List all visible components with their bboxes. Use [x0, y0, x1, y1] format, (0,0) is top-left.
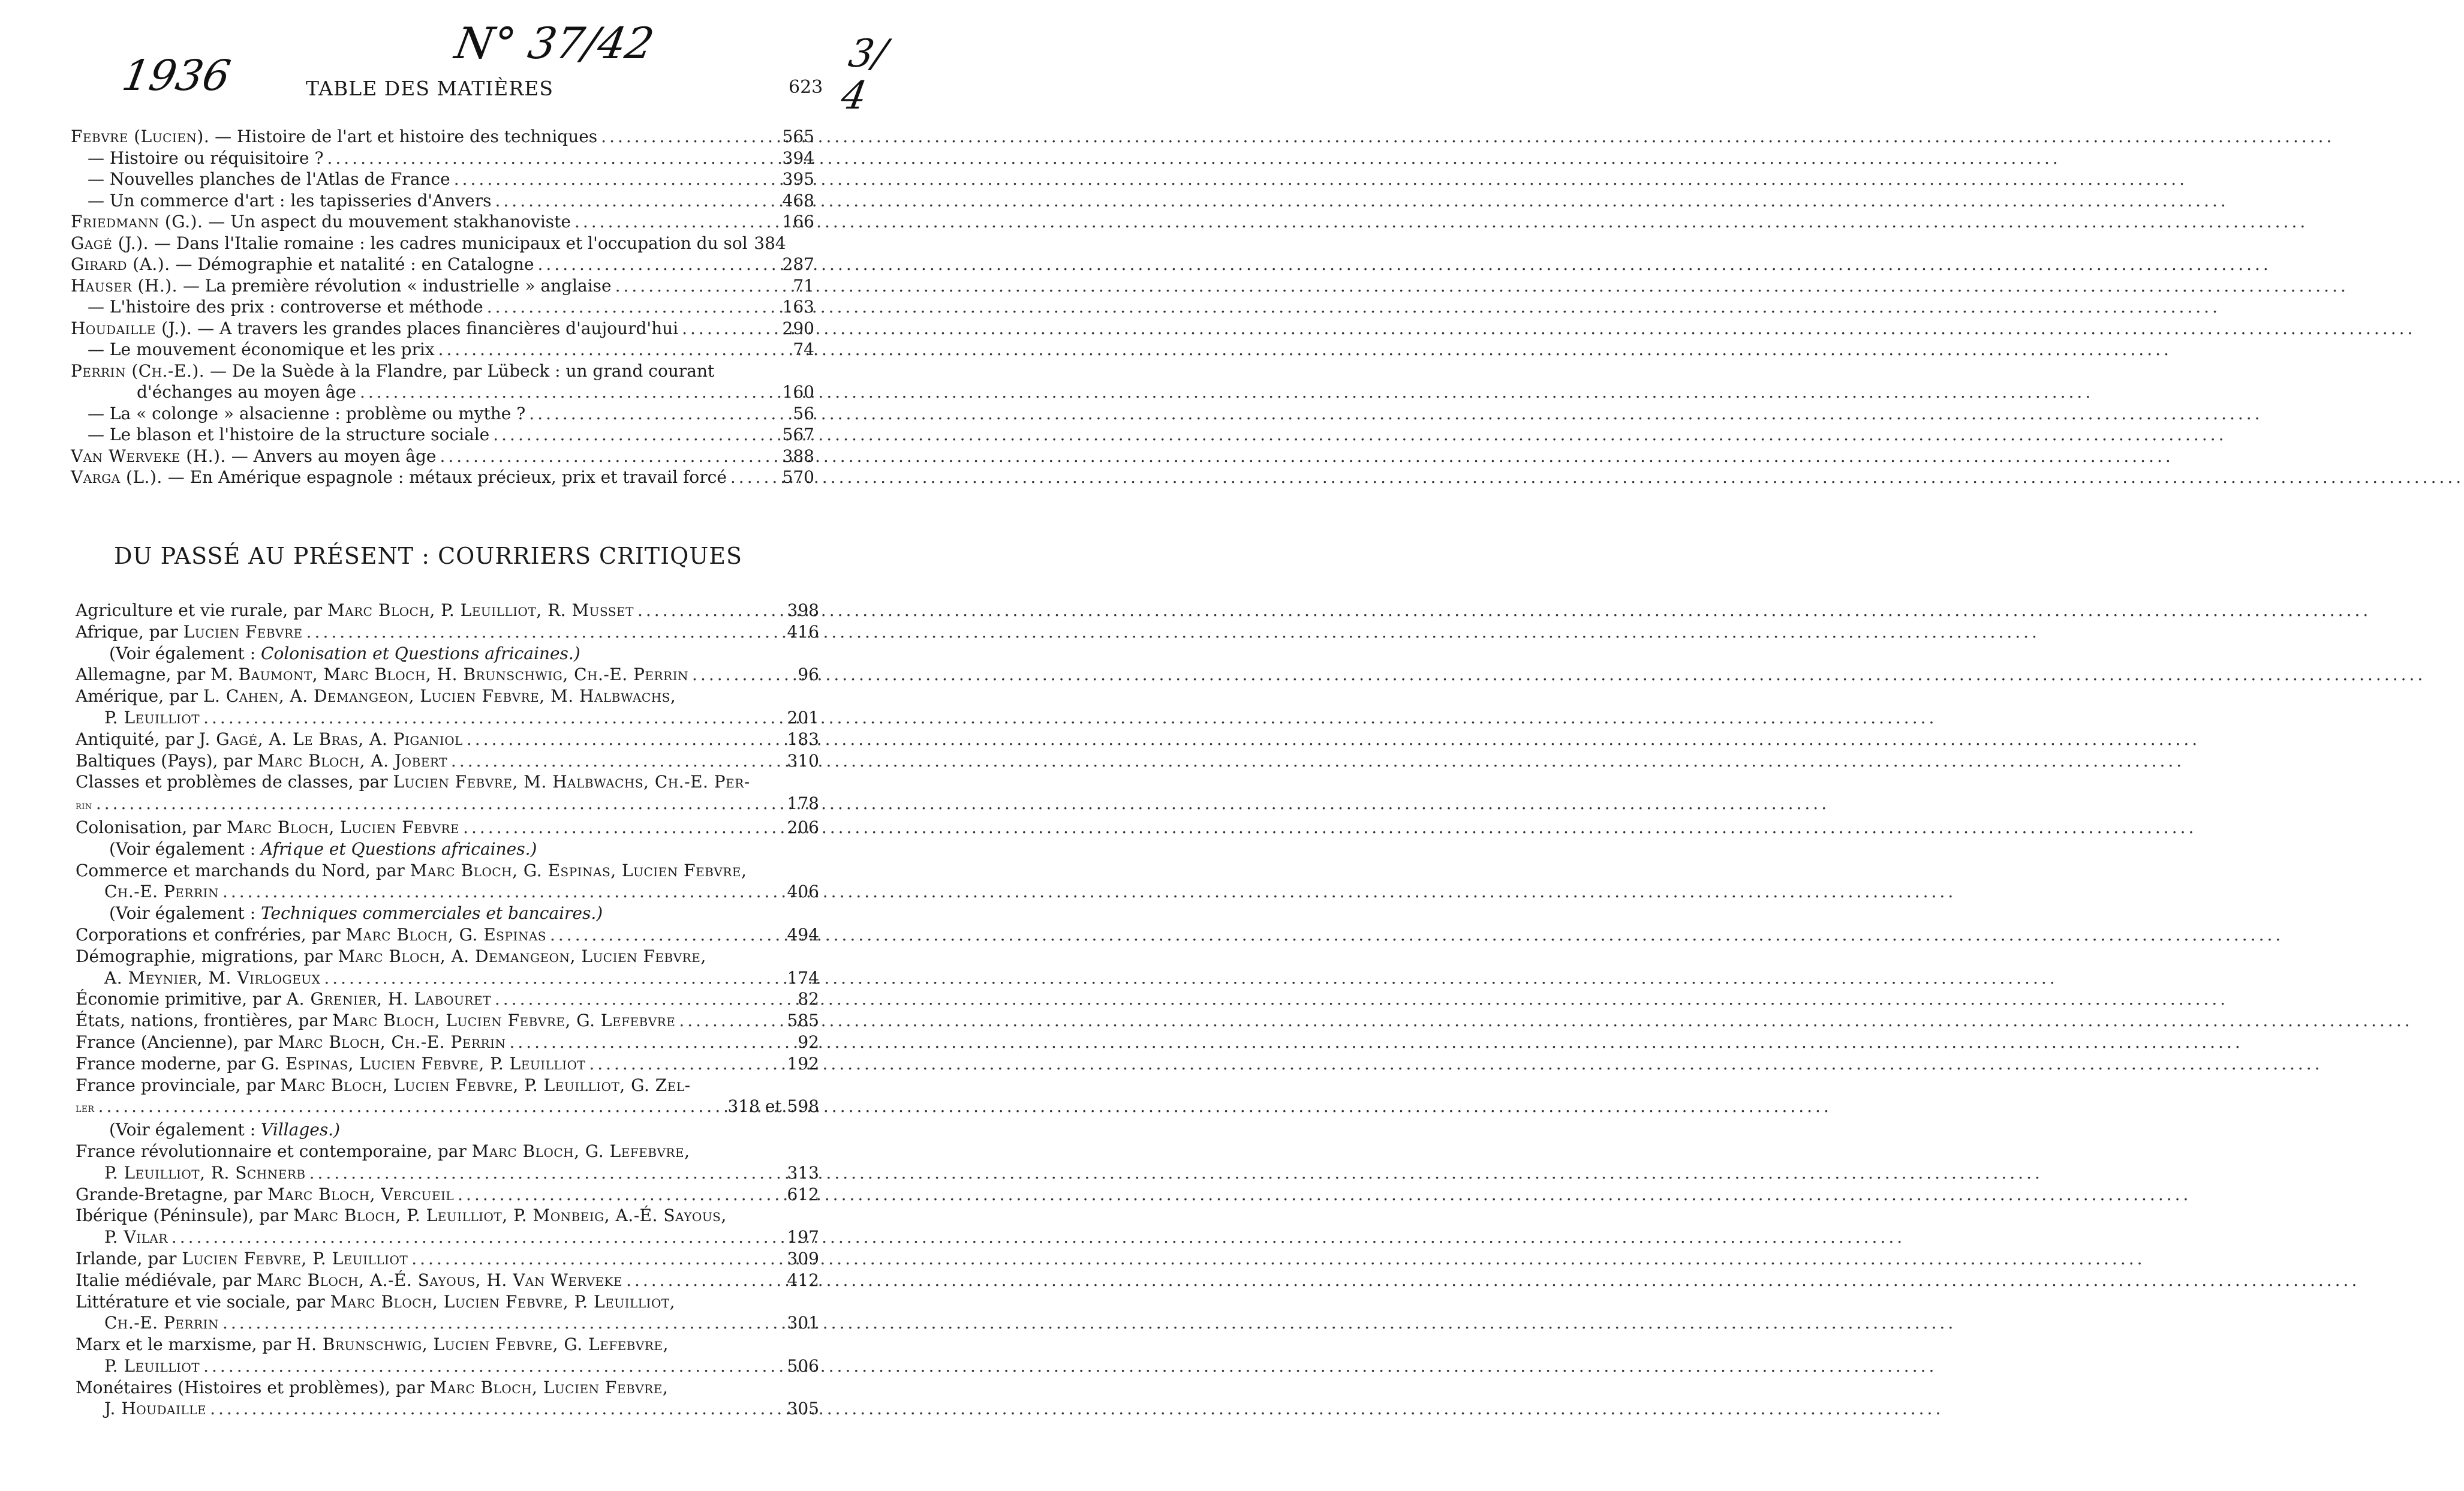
entry-title: — Anvers au moyen âge [231, 446, 437, 466]
entry-authors: Marc Bloch, Vercueil [267, 1184, 455, 1204]
toc-row [71, 360, 814, 382]
entry-subject: Monétaires (Histoires et problèmes), par [76, 1377, 425, 1397]
entry-subject: Agriculture et vie rurale, par [76, 600, 323, 620]
entry-subject: Commerce et marchands du Nord, par [76, 860, 405, 880]
toc-row [76, 1398, 819, 1420]
page-ref: 412 [787, 1270, 819, 1290]
page-ref: 310 [787, 750, 819, 771]
entry-authors: Marc Bloch, Lucien Febvre, P. Leuilliot, [330, 1291, 676, 1312]
entry-title: — A travers les grandes places financières d'aujourd'hui [197, 318, 679, 338]
entry-title: — En Amérique espagnole : métaux précieux, prix et travail forcé [167, 467, 727, 487]
entry-subject: Démographie, migrations, par [76, 946, 333, 966]
entry-authors: P. Leuilliot [104, 1355, 200, 1376]
toc-row [76, 1312, 819, 1334]
author-name: Girard (A.). [71, 254, 170, 274]
entry-authors: ler [76, 1101, 95, 1116]
entry-authors: Marc Bloch, Lucien Febvre, [429, 1377, 669, 1397]
entry-authors: Marc Bloch, Lucien Febvre, G. Lefebvre [332, 1011, 676, 1031]
entry-authors: Marc Bloch, G. Espinas [345, 924, 546, 945]
see-also-label: (Voir également : [109, 1120, 256, 1140]
toc-row [71, 381, 814, 403]
entry-title: — Un commerce d'art : les tapisseries d'Anvers [88, 190, 492, 211]
leader-dots [463, 817, 777, 838]
toc-row [71, 169, 814, 190]
page-ref: 174 [787, 967, 819, 988]
entry-subject: Marx et le marxisme, par [76, 1334, 291, 1355]
see-also-topics: Colonisation et Questions africaines.) [261, 643, 580, 663]
page-ref: 56 [793, 403, 814, 423]
entry-authors: Ch.-E. Perrin [104, 1313, 219, 1333]
page-ref: 96 [798, 665, 819, 685]
page-ref: 178 [787, 793, 819, 814]
leader-dots [327, 148, 772, 169]
toc-row [76, 1377, 819, 1399]
page-ref: 612 [787, 1184, 819, 1204]
entry-subject: Amérique, par [76, 686, 198, 707]
leader-dots [458, 1184, 777, 1206]
entry-authors: P. Leuilliot, R. Schnerb [104, 1162, 306, 1183]
running-title: TABLE DES MATIÈRES [306, 77, 553, 100]
see-also-topics: Techniques commerciales et bancaires.) [261, 903, 603, 924]
entry-subject: Baltiques (Pays), par [76, 750, 252, 771]
section-title: DU PASSÉ AU PRÉSENT : COURRIERS CRITIQUES [114, 543, 743, 569]
toc-row [71, 254, 814, 275]
page-ref: 394 [782, 148, 814, 168]
entry-subject: Littérature et vie sociale, par [76, 1291, 325, 1312]
entry-authors: L. Cahen, A. Demangeon, Lucien Febvre, M. Halbwachs, [203, 686, 676, 707]
toc-row [76, 1227, 819, 1248]
leader-dots [637, 600, 777, 621]
see-also-note [76, 838, 819, 860]
author-name: Hauser (H.). [71, 275, 178, 296]
entry-title: — L'histoire des prix : controverse et méthode [88, 297, 483, 317]
entry-subject: Corporations et confréries, par [76, 924, 341, 945]
see-also-note [76, 643, 819, 665]
entry-subject: Allemagne, par M. [76, 665, 233, 685]
toc-row [71, 403, 814, 425]
entry-authors: J. Gagé, A. Le Bras, A. Piganiol [198, 729, 463, 749]
page-ref: 201 [787, 707, 819, 728]
toc-row [76, 664, 819, 686]
leader-dots [529, 403, 772, 425]
toc-row [76, 988, 819, 1010]
leader-dots [454, 169, 772, 190]
leader-dots [451, 750, 777, 772]
toc-row [76, 600, 819, 621]
see-also-label: (Voir également : [109, 838, 256, 859]
leader-dots [210, 1398, 777, 1420]
toc-row [76, 860, 819, 882]
entry-title: — De la Suède à la Flandre, par Lübeck : un grand courant [210, 360, 715, 381]
page-ref: 494 [787, 924, 819, 945]
toc-row [76, 686, 819, 707]
entry-authors: Marc Bloch, A.-É. Sayous, H. Van Werveke [256, 1270, 623, 1290]
page-ref: 197 [787, 1227, 819, 1247]
handwritten-number: N° 37/42 [451, 18, 658, 68]
entry-authors: P. Vilar [104, 1227, 168, 1247]
entry-authors: Marc Bloch, Lucien Febvre [226, 817, 460, 837]
entry-authors: Ch.-E. Perrin [104, 882, 219, 902]
entry-authors: Marc Bloch, Ch.-E. Perrin [278, 1032, 506, 1052]
see-also-topics: Afrique et Questions africaines.) [261, 838, 537, 859]
page-ref: 305 [787, 1399, 819, 1419]
leader-dots [487, 296, 772, 318]
leader-dots [589, 1053, 777, 1075]
entry-title: d'échanges au moyen âge [137, 382, 356, 402]
entry-subject: États, nations, frontières, par [76, 1011, 327, 1031]
entry-subject: Italie médiévale, par [76, 1270, 251, 1290]
entry-subject: France moderne, par [76, 1053, 256, 1074]
page-ref: 192 [787, 1053, 819, 1074]
leader-dots [692, 664, 777, 686]
page-ref: 318 et 598 [727, 1096, 819, 1117]
entry-subject: France (Ancienne), par [76, 1032, 273, 1052]
toc-row [76, 1032, 819, 1053]
page-ref: 384 [754, 233, 786, 253]
entry-subject: France révolutionnaire et contemporaine, par [76, 1141, 467, 1161]
entry-title: — Dans l'Italie romaine : les cadres municipaux et l'occupation du sol [154, 233, 748, 253]
entry-authors: Marc Bloch, A. Demangeon, Lucien Febvre, [338, 946, 706, 966]
entry-authors: Marc Bloch, Lucien Febvre, P. Leuilliot, G. Zel- [280, 1075, 691, 1095]
page-ref: 163 [782, 297, 814, 317]
toc-row [76, 707, 819, 729]
toc-row [76, 946, 819, 967]
see-also-note [76, 1119, 819, 1141]
leader-dots [495, 190, 773, 212]
entry-subject: Économie primitive, par [76, 989, 282, 1009]
toc-row [76, 621, 819, 643]
leader-dots [467, 729, 777, 750]
entry-title: — Un aspect du mouvement stakhanoviste [208, 212, 571, 232]
authors-index [71, 126, 814, 488]
entry-authors: Marc Bloch, P. Leuilliot, P. Monbeig, A.-É. Sayous, [293, 1206, 727, 1226]
page-ref: 585 [787, 1011, 819, 1031]
entry-authors: J. Houdaille [104, 1399, 207, 1419]
page-ref: 468 [782, 190, 814, 211]
leader-dots [309, 1162, 777, 1184]
entry-subject: Grande-Bretagne, par [76, 1184, 263, 1204]
toc-row [76, 1291, 819, 1313]
toc-row [76, 1075, 819, 1096]
entry-authors: Marc Bloch, G. Espinas, Lucien Febvre, [410, 860, 747, 880]
toc-row [76, 1053, 819, 1075]
leader-dots [172, 1227, 777, 1248]
entry-title: — Histoire de l'art et histoire des techniques [215, 127, 598, 146]
entry-subject: Antiquité, par [76, 729, 194, 749]
entry-authors: A. Meynier, M. Virlogeux [104, 967, 321, 988]
toc-row [76, 1184, 819, 1206]
entry-authors: Lucien Febvre [183, 621, 303, 642]
leader-dots [360, 381, 772, 403]
leader-dots [96, 793, 777, 814]
leader-dots [574, 211, 772, 233]
leader-dots [626, 1270, 777, 1291]
entry-authors: rin [76, 799, 92, 813]
entry-subject: France provinciale, par [76, 1075, 275, 1095]
toc-row [76, 729, 819, 750]
page-ref: 395 [782, 169, 814, 189]
entry-authors: H. Brunschwig, Lucien Febvre, G. Lefebvre, [296, 1334, 669, 1355]
author-name: Gagé (J.). [71, 233, 149, 253]
leader-dots [550, 924, 777, 946]
leader-dots [509, 1032, 777, 1053]
page-ref: 82 [798, 989, 819, 1009]
handwritten-year: 1936 [118, 51, 234, 100]
leader-dots [730, 467, 772, 488]
leader-dots [98, 1096, 720, 1117]
toc-row [71, 148, 814, 169]
toc-row [71, 467, 814, 488]
toc-row [76, 750, 819, 772]
toc-row [71, 318, 814, 339]
leader-dots [324, 967, 777, 989]
toc-row [76, 1010, 819, 1032]
leader-dots [222, 881, 777, 903]
leader-dots [203, 707, 777, 729]
entry-authors: Baumont, Marc Bloch, H. Brunschwig, Ch.-E. Perrin [238, 665, 689, 685]
page-ref: 290 [782, 318, 814, 338]
toc-row [71, 275, 814, 297]
page-ref: 301 [787, 1313, 819, 1333]
entry-subject: Irlande, par [76, 1248, 177, 1268]
see-also-label: (Voir également : [109, 903, 256, 924]
subjects-index [76, 600, 819, 1420]
page-ref: 309 [787, 1248, 819, 1268]
leader-dots [682, 318, 772, 339]
toc-row [71, 446, 814, 467]
toc-row [76, 1096, 819, 1119]
author-name: Febvre (Lucien). [71, 127, 210, 146]
toc-row [76, 1141, 819, 1162]
handwritten-fraction: 3/4 [838, 32, 890, 118]
toc-row [76, 1355, 819, 1377]
author-name: Perrin (Ch.-E.). [71, 360, 205, 381]
leader-dots [601, 126, 772, 148]
page-number: 623 [789, 77, 823, 98]
page-ref: 398 [787, 600, 819, 620]
page-ref: 388 [782, 446, 814, 466]
toc-row [76, 1248, 819, 1270]
leader-dots [438, 339, 772, 360]
toc-row [71, 339, 814, 360]
entry-title: — Nouvelles planches de l'Atlas de France [88, 169, 450, 189]
toc-row [71, 190, 814, 212]
page-ref: 71 [793, 275, 814, 296]
see-also-label: (Voir également : [109, 643, 256, 663]
page-ref: 92 [798, 1032, 819, 1052]
leader-dots [493, 424, 772, 446]
entry-subject: Classes et problèmes de classes, par [76, 772, 388, 792]
entry-title: — La « colonge » alsacienne : problème ou mythe ? [88, 403, 526, 423]
page-ref: 160 [782, 382, 814, 402]
entry-subject: Afrique, par [76, 621, 178, 642]
leader-dots [203, 1355, 777, 1377]
author-name: Houdaille (J.). [71, 318, 192, 338]
entry-authors: Marc Bloch, G. Lefebvre, [471, 1141, 690, 1161]
page-ref: 416 [787, 621, 819, 642]
entry-title: — La première révolution « industrielle » anglaise [182, 275, 612, 296]
entry-subject: Ibérique (Péninsule), par [76, 1206, 288, 1226]
leader-dots [411, 1248, 777, 1270]
entry-authors: Marc Bloch, A. Jobert [257, 750, 447, 771]
toc-row [76, 1270, 819, 1291]
page-ref: 183 [787, 729, 819, 749]
entry-subject: Colonisation, par [76, 817, 222, 837]
page-ref: 166 [782, 212, 814, 232]
toc-row [76, 881, 819, 903]
see-also-topics: Villages.) [261, 1120, 341, 1140]
page-ref: 206 [787, 817, 819, 837]
entry-authors: Marc Bloch, P. Leuilliot, R. Musset [327, 600, 634, 620]
page-ref: 567 [782, 425, 814, 444]
toc-row [76, 924, 819, 946]
author-name: Friedmann (G.). [71, 212, 203, 232]
entry-authors: A. Grenier, H. Labouret [286, 989, 491, 1009]
page-ref: 406 [787, 882, 819, 902]
entry-title: — Histoire ou réquisitoire ? [88, 148, 324, 168]
toc-row [71, 211, 814, 233]
page-ref: 74 [793, 339, 814, 359]
page-ref: 570 [782, 467, 814, 487]
toc-row [76, 1334, 819, 1355]
entry-title: — Le blason et l'histoire de la structure sociale [88, 425, 490, 444]
toc-row [76, 817, 819, 838]
entry-authors: Lucien Febvre, P. Leuilliot [182, 1248, 408, 1268]
see-also-note [76, 903, 819, 924]
toc-row [71, 424, 814, 446]
leader-dots [615, 275, 772, 297]
toc-row [76, 1162, 819, 1184]
page-ref: 313 [787, 1162, 819, 1183]
toc-row [71, 296, 814, 318]
entry-authors: G. Espinas, Lucien Febvre, P. Leuilliot [261, 1053, 586, 1074]
leader-dots [306, 621, 777, 643]
leader-dots [495, 988, 777, 1010]
toc-row [76, 771, 819, 793]
entry-title: — Le mouvement économique et les prix [88, 339, 435, 359]
leader-dots [679, 1010, 777, 1032]
toc-row [71, 126, 814, 148]
page-ref: 506 [787, 1355, 819, 1376]
toc-row [71, 233, 814, 254]
leader-dots [440, 446, 773, 467]
toc-row [76, 967, 819, 989]
toc-row [76, 1205, 819, 1227]
leader-dots [222, 1312, 777, 1334]
entry-title: — Démographie et natalité : en Catalogne [175, 254, 534, 274]
page-ref: 287 [782, 254, 814, 274]
author-name: Van Werveke (H.). [71, 446, 226, 466]
toc-row [76, 793, 819, 817]
entry-authors: P. Leuilliot [104, 707, 200, 728]
page-ref: 565 [782, 127, 814, 146]
leader-dots [538, 254, 772, 275]
entry-authors: Lucien Febvre, M. Halbwachs, Ch.-E. Per- [393, 772, 750, 792]
author-name: Varga (L.). [71, 467, 163, 487]
